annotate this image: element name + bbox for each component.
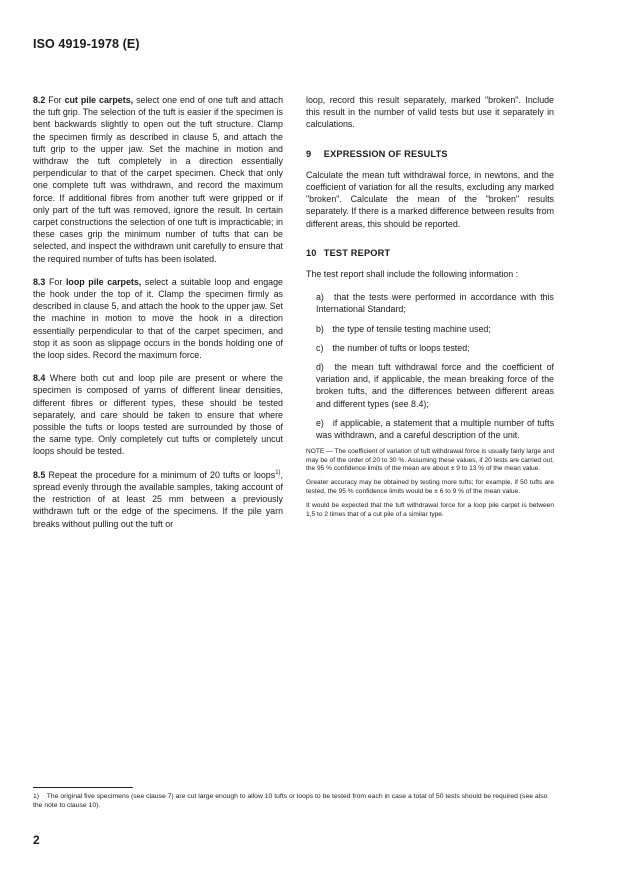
section-8-4-text: Where both cut and loop pile are present or where the specimen is composed of yarns of different linear densities, different fibres or different types, these should be tested separately, and care should be taken to ensure that where possible the tufts or loops tested are surrounded by those of the same type. Only completely cut tufts or completely uncut loops should be tested. bbox=[33, 373, 283, 457]
report-items-list bbox=[316, 291, 554, 441]
section-8-2-text: select one end of one tuft and attach the tuft grip. The selection of the tuft is easier if the specimen is bent backwards slightly to open out the tuft structure. Clamp the specimen firmly as described in clause 5, and attach the tuft grip to the upper jaw. Set the machine in motion and withdraw the tuft completely in a direction essentially perpendicular to that of the carpet specimen. Check that only one complete tuft was withdrawn, and record the maximum force. If additional fibres from another tuft were gripped or if only part of the tuft was removed, ignore the result. In certain carpet constructions the selection of one tuft is impracticable; in these cases grip the minimum number of tufts that can be selected, and inspect the withdrawn unit carefully to ensure that the required number of tufts has been isolated. bbox=[33, 95, 284, 264]
section-10-number: 10 bbox=[306, 247, 317, 258]
list-item bbox=[316, 342, 554, 354]
footnote-reference: 1) bbox=[275, 469, 281, 476]
section-8-2-emphasis: cut pile carpets, bbox=[64, 95, 134, 105]
section-8-5 bbox=[33, 469, 283, 530]
list-item-label: e) bbox=[316, 417, 324, 428]
list-item bbox=[316, 291, 554, 315]
section-9-title: EXPRESSION OF RESULTS bbox=[323, 148, 448, 159]
section-8-4 bbox=[33, 372, 283, 457]
section-8-3 bbox=[33, 276, 283, 361]
section-8-2-number: 8.2 bbox=[33, 95, 46, 105]
document-header: ISO 4919-1978 (E) bbox=[33, 37, 140, 51]
section-8-5-text-b: , spread evenly through the available samples, taking account of the restriction of at least 25 mm between a previously withdrawn tuft or the edge of the specimens. If the pile yarn breaks without pulling out the tuft or bbox=[33, 469, 283, 529]
section-9-heading bbox=[306, 148, 554, 160]
list-item-text: if applicable, a statement that a multiple number of tufts was withdrawn, and a careful description of the unit. bbox=[316, 417, 555, 441]
list-item-text: that the tests were performed in accordance with this International Standard; bbox=[316, 292, 554, 315]
page-number: 2 bbox=[33, 833, 40, 847]
list-item-label: c) bbox=[316, 342, 324, 353]
left-column bbox=[33, 94, 283, 541]
list-item-text: the number of tufts or loops tested; bbox=[332, 342, 470, 353]
footnote bbox=[33, 792, 558, 810]
list-item-label: d) bbox=[316, 362, 324, 373]
section-10-heading bbox=[306, 247, 554, 259]
section-9-text: Calculate the mean tuft withdrawal force, in newtons, and the coefficient of variation for all the results, excluding any marked "broken". Calculate the mean of the "broken" results separately. If there is a marked difference between results from different areas, this should be reported. bbox=[306, 169, 554, 229]
footnote-divider bbox=[33, 787, 133, 788]
list-item bbox=[316, 323, 554, 335]
note-paragraph: Greater accuracy may be obtained by testing more tufts; for example, if 50 tufts are tested, the 95 % confidence limits would be ± 6 to 9 % of the mean value. bbox=[306, 479, 554, 495]
section-8-3-pre: For bbox=[48, 276, 63, 287]
list-item-label: b) bbox=[316, 323, 324, 334]
section-8-4-number: 8.4 bbox=[33, 373, 46, 384]
note-paragraph: It would be expected that the tuft withdrawal force for a loop pile carpet is between 1,5 to 2 times that of a cut pile of a similar type. bbox=[306, 502, 554, 518]
section-10-title: TEST REPORT bbox=[323, 247, 391, 258]
section-8-5-number: 8.5 bbox=[33, 469, 46, 480]
section-8-2 bbox=[33, 94, 283, 265]
list-item-text: the mean tuft withdrawal force and the coefficient of variation and, if applicable, the mean breaking force of the broken tufts, and the differences between different areas and different types (see 8.4); bbox=[316, 362, 554, 409]
section-8-3-emphasis: loop pile carpets, bbox=[65, 276, 142, 287]
right-column bbox=[306, 94, 554, 525]
list-item-label: a) bbox=[316, 292, 324, 303]
section-9-number: 9 bbox=[306, 148, 312, 159]
list-item bbox=[316, 361, 554, 410]
list-item-text: the type of tensile testing machine used; bbox=[332, 323, 491, 334]
note-paragraph: NOTE — The coefficient of variation of tuft withdrawal force is usually fairly large and may be of the order of 20 to 30 %. Assuming these values, if 20 tests are carried out, the 95 % confidence limits of the mean are about ± 9 to 13 % of the mean value. bbox=[306, 448, 554, 473]
footnote-text: The original five specimens (see clause 7) are cut large enough to allow 10 tufts or loops to be tested from each in case a total of 50 tests should be required (see also the note to clause 10). bbox=[33, 793, 548, 809]
section-8-3-number: 8.3 bbox=[33, 276, 46, 287]
section-10-intro: The test report shall include the following information : bbox=[306, 269, 519, 280]
list-item bbox=[316, 417, 554, 441]
continuation-paragraph: loop, record this result separately, marked "broken". Include this result in the number of valid tests but use it separately in calculations. bbox=[306, 95, 554, 130]
section-8-3-text: select a suitable loop and engage the hook under the top of it. Clamp the specimen firmly as described in clause 5, and attach the hook to the upper jaw. Set the machine in motion to move the hook in a direction essentially perpendicular to that of the carpet specimen, and stop it as soon as slippage occurs in the bonds holding one of the loop sides. Record the maximum force. bbox=[33, 276, 283, 361]
footnote-mark: 1) bbox=[33, 793, 40, 800]
section-8-5-text-a: Repeat the procedure for a minimum of 20 tufts or loops bbox=[48, 469, 276, 480]
section-8-2-pre: For bbox=[48, 95, 62, 105]
